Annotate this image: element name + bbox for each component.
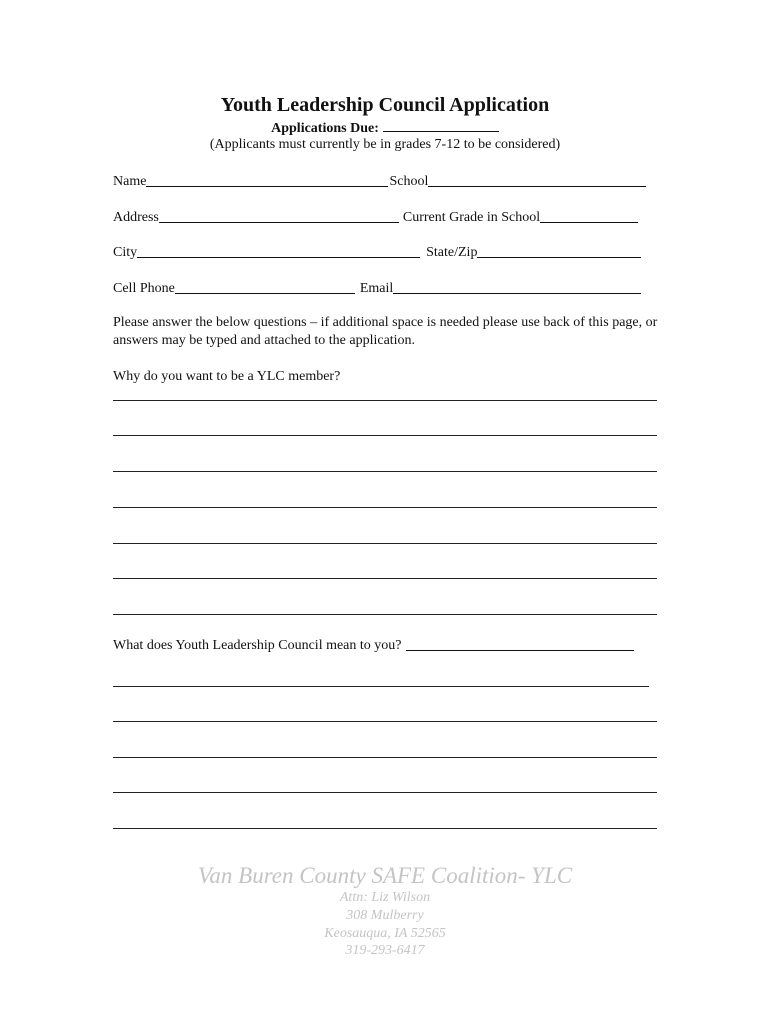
email-field[interactable] [393,279,641,294]
answer-line-8[interactable] [113,686,649,687]
answer-line-12[interactable] [113,828,657,829]
question-2: What does Youth Leadership Council mean to you? [113,638,402,653]
instructions-text: Please answer the below questions – if additional space is needed please use back of this page, or answers may be typed and attached to the application. [113,315,658,348]
statezip-label: State/Zip [426,245,478,260]
due-date-field[interactable] [383,119,499,132]
name-field[interactable] [146,172,388,187]
email-label: Email [359,281,394,296]
address-label: Address [113,210,159,225]
grade-field[interactable] [540,208,638,223]
city-field[interactable] [137,243,420,258]
due-label: Applications Due: [271,121,379,136]
grade-label: Current Grade in School [402,210,541,225]
answer-line-11[interactable] [113,792,657,793]
school-field[interactable] [428,172,646,187]
organization-name: Van Buren County SAFE Coalition- YLC [197,863,573,888]
school-label: School [389,174,429,189]
answer-line-1[interactable] [113,400,657,401]
answer-line-7[interactable] [113,614,657,615]
statezip-field[interactable] [477,243,641,258]
question-2-field[interactable] [406,636,634,651]
name-school-row [113,170,658,190]
eligibility-note: (Applicants must currently be in grades 7-12 to be considered) [209,137,561,152]
phone-field[interactable] [175,279,355,294]
address-grade-row [113,206,658,226]
answer-line-5[interactable] [113,543,657,544]
question-1: Why do you want to be a YLC member? [113,369,341,384]
attn-line: Attn: Liz Wilson [339,890,431,905]
phone-line: 319-293-6417 [345,943,425,958]
address-field[interactable] [159,208,399,223]
phone-email-row [113,277,658,297]
question-2-row [113,634,658,654]
name-label: Name [113,174,147,189]
answer-line-4[interactable] [113,507,657,508]
answer-line-10[interactable] [113,757,657,758]
city-label: City [113,245,138,260]
answer-line-3[interactable] [113,471,657,472]
applications-due [0,119,770,137]
city-state-zip-line: Keosauqua, IA 52565 [324,926,446,941]
form-title: Youth Leadership Council Application [220,94,550,116]
answer-line-6[interactable] [113,578,657,579]
city-state-row [113,241,658,261]
answer-line-9[interactable] [113,721,657,722]
answer-line-2[interactable] [113,435,657,436]
street-line: 308 Mulberry [346,908,424,923]
phone-label: Cell Phone [113,281,175,296]
